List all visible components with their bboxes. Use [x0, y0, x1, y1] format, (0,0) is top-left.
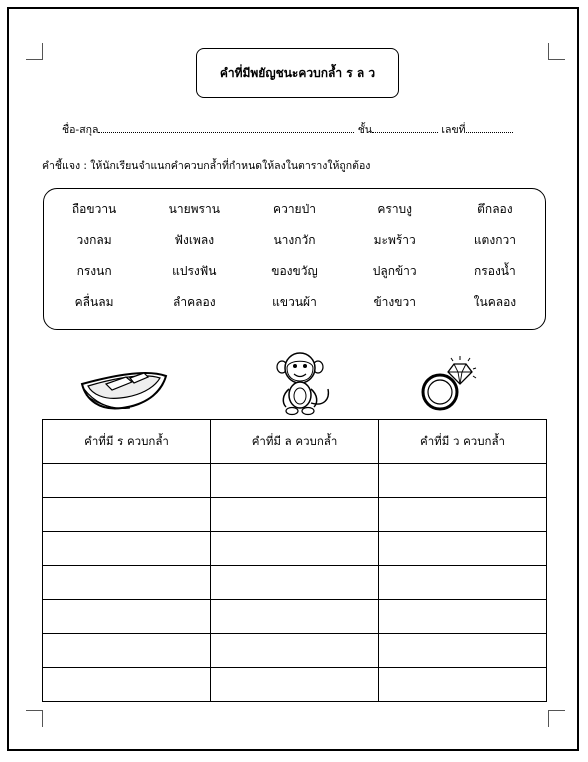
table-row [43, 600, 547, 634]
word-grid [44, 199, 545, 312]
grade-blank[interactable] [372, 122, 438, 133]
word-bank-item: นายพราน [168, 202, 220, 216]
name-label: ชื่อ-สกุล [62, 124, 99, 136]
diamond-ring-image [414, 350, 480, 414]
table-row [43, 566, 547, 600]
word-bank-item: ในคลอง [473, 295, 517, 309]
column-header-r: คำที่มี ร ควบกล้ำ [43, 420, 211, 464]
word-bank-item: คราบงู [377, 202, 413, 216]
table-row [43, 532, 547, 566]
word-bank-item: กรองน้ำ [474, 264, 516, 278]
answer-cell[interactable] [43, 566, 211, 600]
student-info-line [62, 121, 513, 138]
answer-cell[interactable] [211, 532, 379, 566]
boat-image [74, 362, 174, 414]
monkey-image [274, 351, 334, 417]
worksheet-title: คำที่มีพยัญชนะควบกล้ำ ร ล ว [219, 65, 376, 80]
answer-cell[interactable] [211, 566, 379, 600]
column-header-w: คำที่มี ว ควบกล้ำ [379, 420, 547, 464]
table-row [43, 464, 547, 498]
word-bank-item: กรงนก [76, 264, 112, 278]
worksheet-title-box [196, 48, 399, 98]
word-bank-item: แปรงฟัน [172, 264, 217, 278]
number-label: เลขที่ [441, 124, 466, 136]
word-bank-item: ปลูกข้าว [372, 264, 417, 278]
answer-cell[interactable] [379, 634, 547, 668]
table-header-row [43, 420, 547, 464]
number-blank[interactable] [466, 122, 513, 133]
table-row [43, 634, 547, 668]
word-bank-item: ลำคลอง [173, 295, 216, 309]
word-bank-item: วงกลม [76, 233, 112, 247]
sorting-table [42, 419, 547, 702]
answer-cell[interactable] [211, 600, 379, 634]
answer-cell[interactable] [379, 668, 547, 702]
word-bank-item: แตงกวา [473, 233, 516, 247]
word-bank-item: คลื่นลม [74, 295, 114, 309]
column-header-l: คำที่มี ล ควบกล้ำ [211, 420, 379, 464]
table-row [43, 498, 547, 532]
crop-mark-top-left [26, 43, 43, 60]
word-bank-item: ถือขวาน [71, 202, 117, 216]
answer-cell[interactable] [43, 634, 211, 668]
answer-cell[interactable] [211, 668, 379, 702]
answer-cell[interactable] [379, 566, 547, 600]
crop-mark-bottom-left [26, 710, 43, 727]
instruction-text: คำชี้แจง : ให้นักเรียนจำแนกคำควบกล้ำที่กำหนดให้ลงในตารางให้ถูกต้อง [42, 160, 371, 172]
name-blank[interactable] [98, 122, 354, 133]
answer-cell[interactable] [379, 464, 547, 498]
word-bank-item: นางกวัก [273, 233, 316, 247]
crop-mark-top-right [548, 43, 565, 60]
word-bank-item: แขวนผ้า [272, 295, 317, 309]
answer-cell[interactable] [43, 600, 211, 634]
answer-cell[interactable] [379, 600, 547, 634]
word-bank-item: ข้างขวา [373, 295, 416, 309]
answer-cell[interactable] [43, 464, 211, 498]
word-bank-item: ควายป่า [273, 202, 316, 216]
word-bank-item: มะพร้าว [373, 233, 416, 247]
word-bank-item: ตึกลอง [477, 202, 513, 216]
answer-cell[interactable] [43, 532, 211, 566]
answer-cell[interactable] [211, 464, 379, 498]
word-bank-item: ฟังเพลง [174, 233, 215, 247]
crop-mark-bottom-right [548, 710, 565, 727]
answer-cell[interactable] [43, 498, 211, 532]
answer-cell[interactable] [211, 498, 379, 532]
answer-cell[interactable] [43, 668, 211, 702]
word-bank [43, 188, 546, 330]
grade-label: ชั้น [357, 124, 373, 136]
answer-cell[interactable] [379, 532, 547, 566]
answer-cell[interactable] [379, 498, 547, 532]
table-row [43, 668, 547, 702]
answer-cell[interactable] [211, 634, 379, 668]
word-bank-item: ของขวัญ [271, 264, 318, 278]
